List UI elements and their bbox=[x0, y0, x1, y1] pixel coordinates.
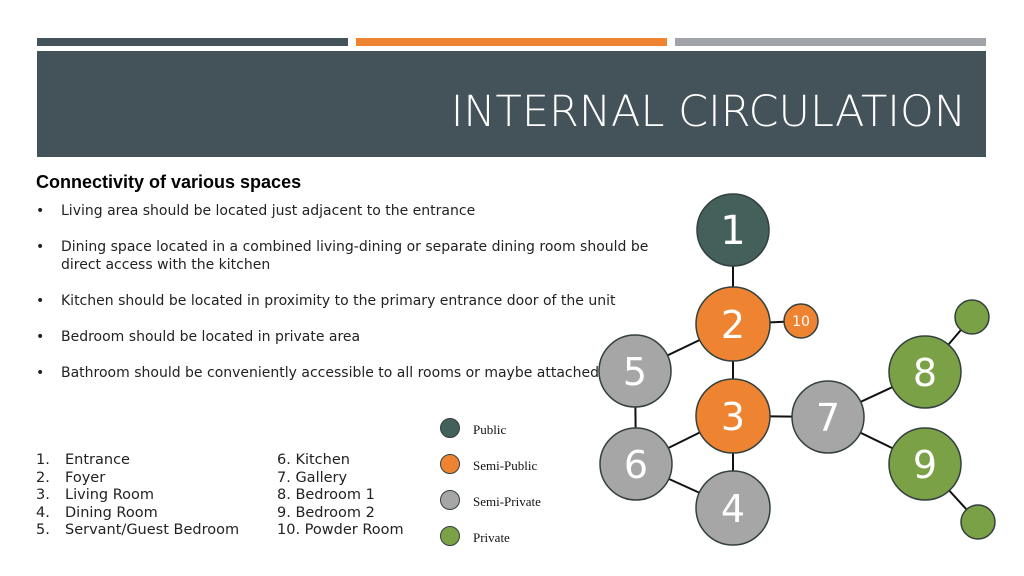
node-8b bbox=[955, 300, 989, 334]
node-9 bbox=[889, 428, 961, 500]
room-name: Servant/Guest Bedroom bbox=[65, 522, 240, 538]
room-number: 4. bbox=[36, 504, 50, 521]
room-list-right bbox=[277, 452, 404, 540]
bullet-list bbox=[36, 202, 656, 400]
legend-swatch bbox=[440, 454, 460, 474]
bullet-item: • Dining space located in a combined living-dining or separate dining room should be direct access with the kitchen bbox=[36, 238, 656, 274]
node-1 bbox=[697, 194, 769, 266]
room-number: 1. bbox=[36, 452, 50, 468]
room-list-item bbox=[36, 522, 239, 540]
node-label: 8 bbox=[912, 351, 938, 395]
title-banner bbox=[37, 51, 986, 157]
node-4 bbox=[696, 471, 770, 545]
node-8 bbox=[889, 336, 961, 408]
node-label: 7 bbox=[815, 396, 841, 440]
bullet-item: • Bathroom should be conveniently accessible to all rooms or maybe attached bbox=[36, 364, 656, 382]
node-3 bbox=[696, 379, 770, 453]
legend-swatch bbox=[440, 526, 460, 546]
legend-label: Semi-Public bbox=[473, 458, 538, 473]
top-bar-orange bbox=[356, 38, 667, 46]
room-list-item bbox=[36, 452, 239, 470]
room-list-item: 9. Bedroom 2 bbox=[277, 504, 375, 521]
room-list-item: 7. Gallery bbox=[277, 469, 348, 486]
node-label: 10 bbox=[792, 314, 810, 330]
legend-item-private bbox=[440, 526, 560, 548]
bullet-item: • Bedroom should be located in private area bbox=[36, 328, 656, 346]
top-bar-dark bbox=[37, 38, 348, 46]
legend-label: Public bbox=[473, 422, 507, 437]
node-10 bbox=[784, 304, 818, 338]
legend-item-semi-private bbox=[440, 490, 560, 512]
room-name: Living Room bbox=[65, 487, 155, 503]
legend-swatch bbox=[440, 490, 460, 510]
room-name: Entrance bbox=[65, 452, 130, 468]
circulation-diagram bbox=[590, 188, 1000, 548]
node-6 bbox=[600, 428, 672, 500]
node-7 bbox=[792, 381, 864, 453]
room-list-item bbox=[36, 487, 239, 505]
node-label: 2 bbox=[720, 303, 746, 347]
node-5 bbox=[599, 335, 671, 407]
room-number: 3. bbox=[36, 487, 50, 503]
room-name: Dining Room bbox=[65, 504, 158, 521]
node-label: 4 bbox=[720, 487, 746, 531]
legend-item-semi-public bbox=[440, 454, 560, 476]
page-title: INTERNAL CIRCULATION bbox=[450, 87, 966, 137]
node-label: 5 bbox=[622, 350, 648, 394]
node-label: 3 bbox=[720, 395, 746, 439]
node-label: 6 bbox=[623, 443, 649, 487]
node-2 bbox=[696, 287, 770, 361]
node-circle bbox=[961, 505, 995, 539]
room-list-item bbox=[36, 505, 239, 523]
room-list-item: 6. Kitchen bbox=[277, 452, 350, 468]
legend-label: Semi-Private bbox=[473, 494, 541, 509]
top-bar-gray bbox=[675, 38, 986, 46]
node-label: 1 bbox=[720, 208, 746, 254]
room-list-item: 10. Powder Room bbox=[277, 522, 404, 538]
node-circle bbox=[955, 300, 989, 334]
legend-swatch bbox=[440, 418, 460, 438]
room-list-left bbox=[36, 452, 239, 540]
bullet-item: • Living area should be located just adjacent to the entrance bbox=[36, 202, 656, 220]
node-label: 9 bbox=[912, 443, 938, 487]
room-list-item bbox=[36, 470, 239, 488]
room-number: 2. bbox=[36, 469, 50, 486]
node-9b bbox=[961, 505, 995, 539]
bullet-item: • Kitchen should be located in proximity to the primary entrance door of the unit bbox=[36, 292, 656, 310]
legend-label: Private bbox=[473, 530, 510, 545]
section-subtitle: Connectivity of various spaces bbox=[36, 172, 302, 192]
legend-item-public bbox=[440, 418, 560, 440]
room-name: Foyer bbox=[65, 469, 106, 486]
room-list-item: 8. Bedroom 1 bbox=[277, 487, 375, 503]
room-number: 5. bbox=[36, 522, 50, 538]
diagram-nodes bbox=[599, 194, 995, 545]
